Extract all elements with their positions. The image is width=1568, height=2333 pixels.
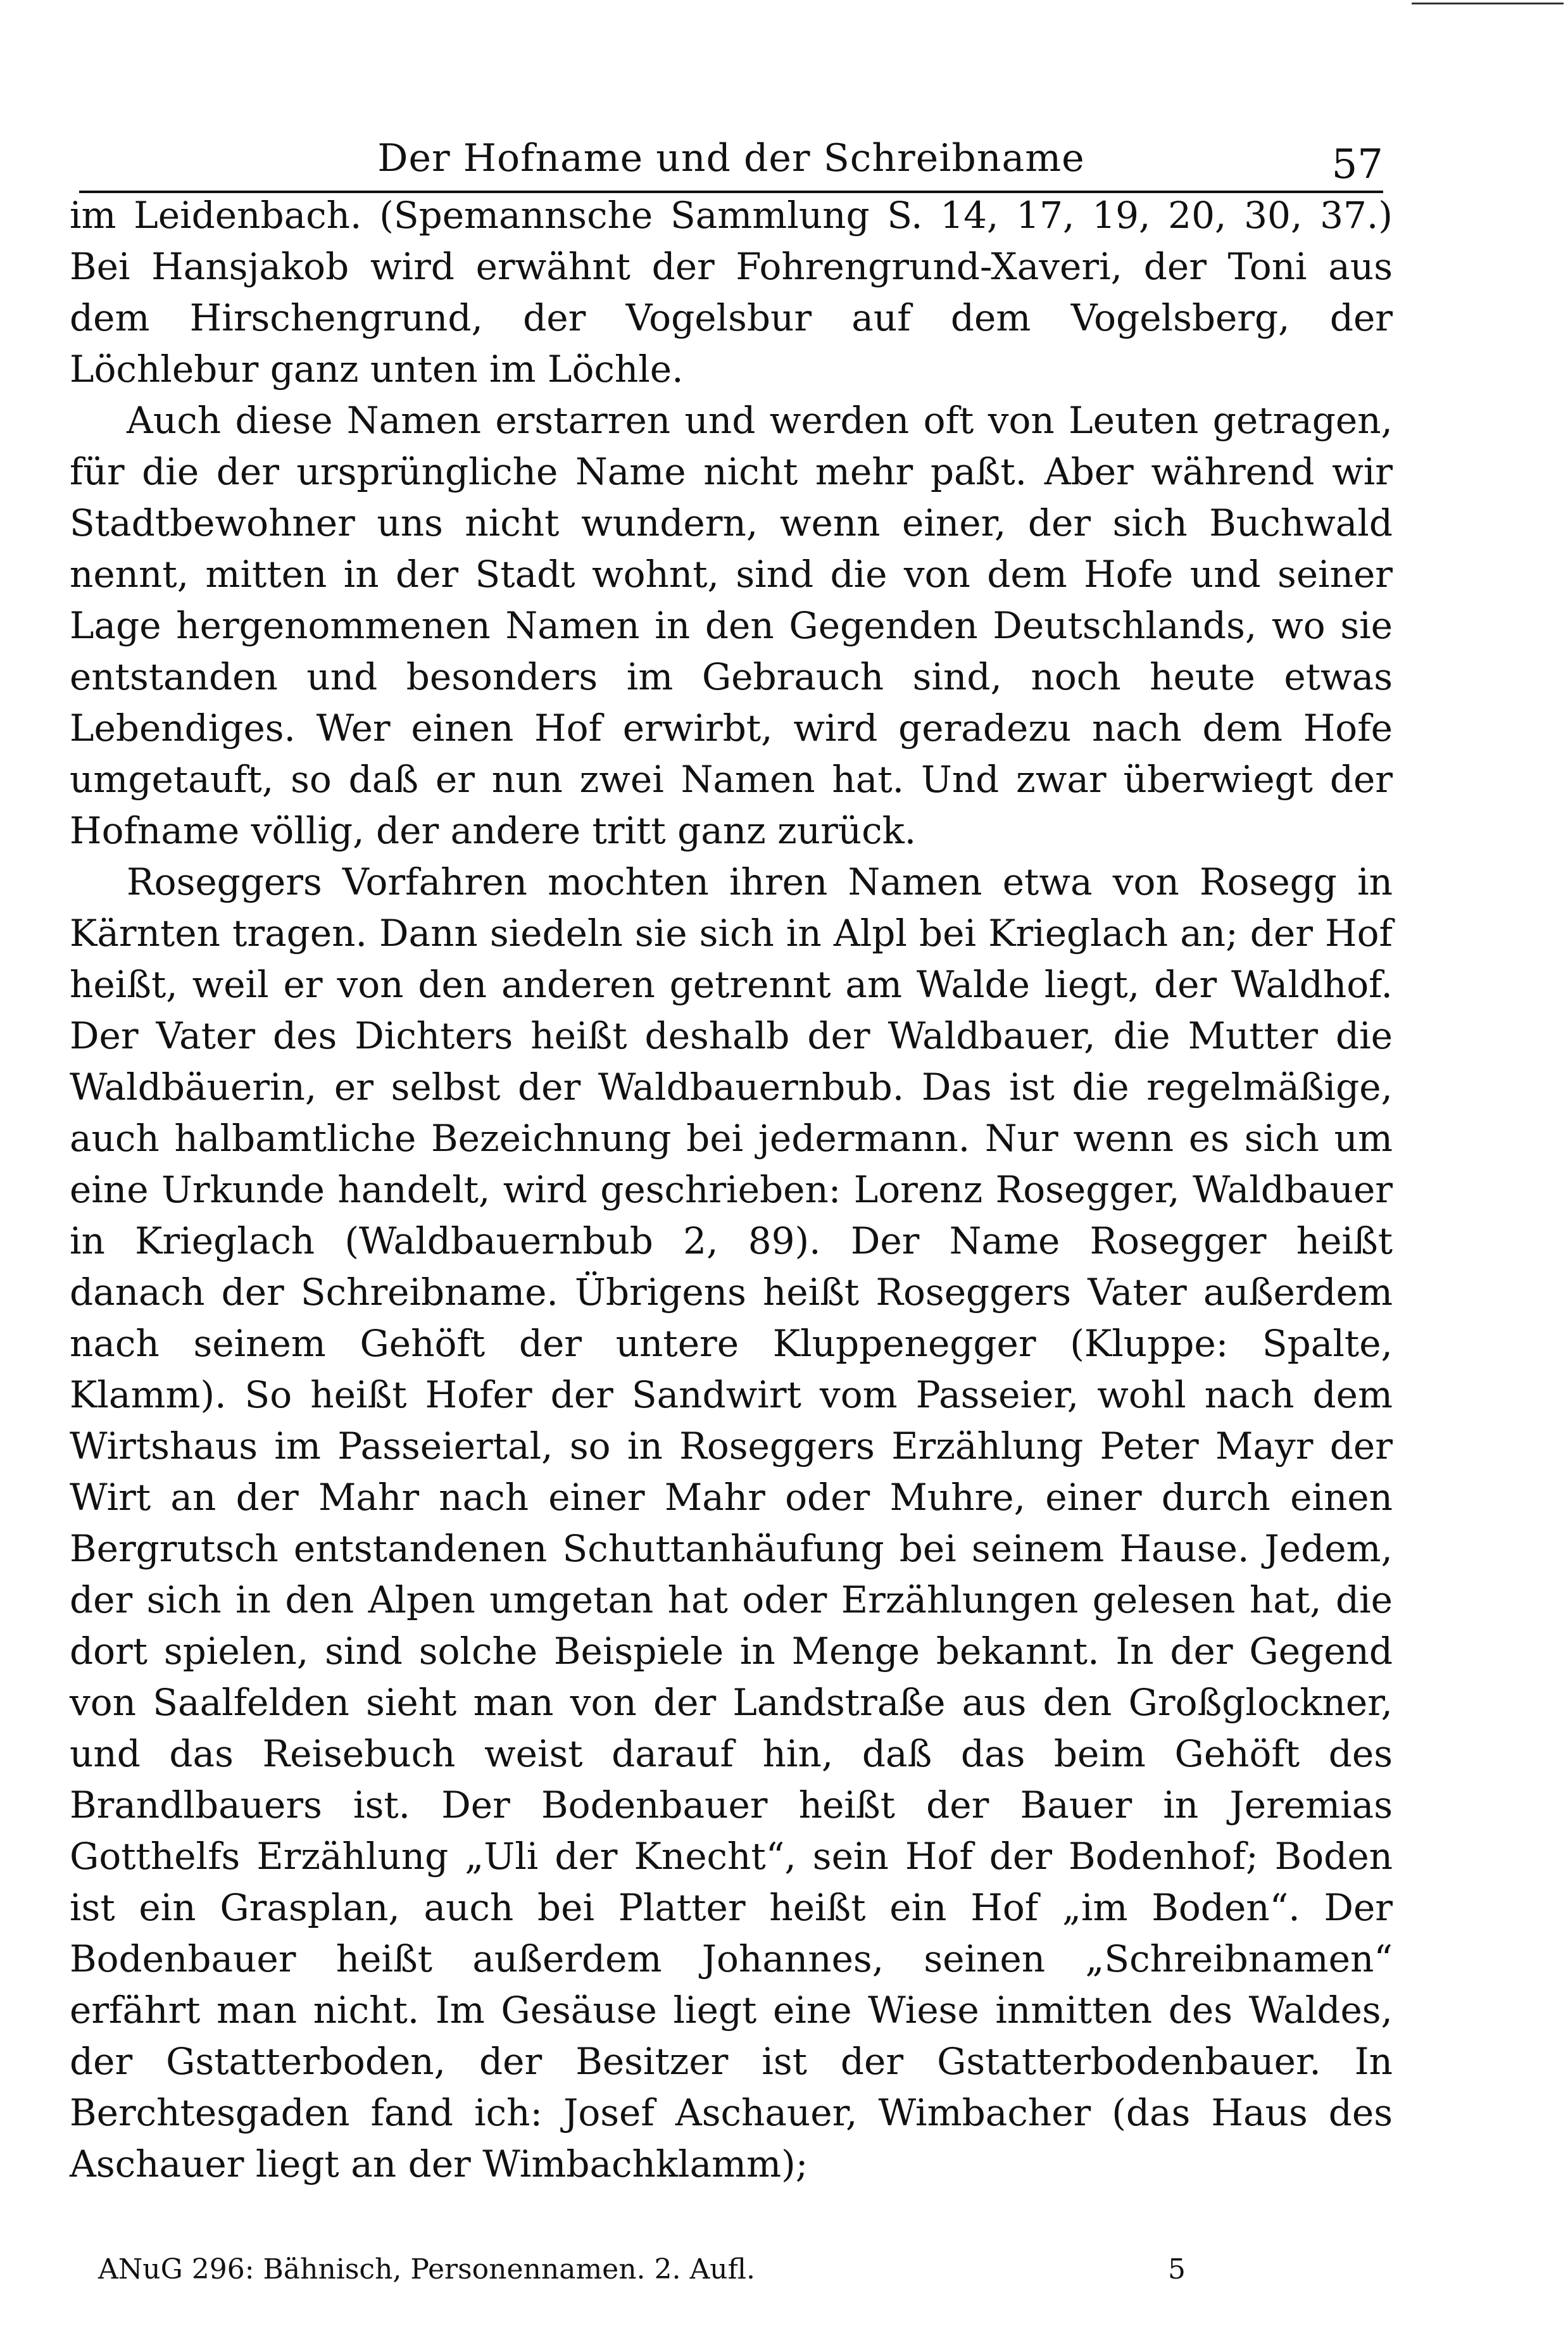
page-number: 57 bbox=[1331, 141, 1383, 188]
body-text bbox=[70, 190, 1393, 2190]
page-header bbox=[79, 130, 1383, 193]
signature-mark: 5 bbox=[1168, 2253, 1186, 2286]
paragraph-continuation: im Leidenbach. (Spemannsche Sammlung S. 14, 17, 19, 20, 30, 37.) Bei Hansjakob wird erwähnt der Fohrengrund-Xaveri, der Toni aus dem Hirschengrund, der Vogelsbur auf dem Vogelsberg, der Löchlebur ganz unten im Löchle. bbox=[70, 194, 1393, 391]
running-head: Der Hofname und der Schreibname bbox=[377, 136, 1085, 180]
top-edge-rule bbox=[1412, 3, 1564, 4]
paragraph-rosegger: Roseggers Vorfahren mochten ihren Namen etwa von Rosegg in Kärnten tragen. Dann siedeln sie sich in Alpl bei Krieglach an; der Hof heißt, weil er von den anderen getrennt am Walde liegt, der Waldhof. Der Vater des Dichters heißt deshalb der Waldbauer, die Mutter die Waldbäuerin, er selbst der Waldbauernbub. Das ist die regelmäßige, auch halbamtliche Bezeichnung bei jedermann. Nur wenn es sich um eine Urkunde handelt, wird geschrieben: Lorenz Rosegger, Waldbauer in Krieglach (Waldbauernbub 2, 89). Der Name Rosegger heißt danach der Schreibname. Übrigens heißt Roseggers Vater außerdem nach seinem Gehöft der untere Kluppenegger (Kluppe: Spalte, Klamm). So heißt Hofer der Sandwirt vom Passeier, wohl nach dem Wirtshaus im Passeiertal, so in Roseggers Erzählung Peter Mayr der Wirt an der Mahr nach einer Mahr oder Muhre, einer durch einen Bergrutsch entstandenen Schuttanhäufung bei seinem Hause. Jedem, der sich in den Alpen umgetan hat oder Erzählungen gelesen hat, die dort spielen, sind solche Beispiele in Menge bekannt. In der Gegend von Saalfelden sieht man von der Landstraße aus den Großglockner, und das Reisebuch weist darauf hin, daß das beim Gehöft des Brandlbauers ist. Der Bodenbauer heißt der Bauer in Jeremias Gotthelfs Erzählung „Uli der Knecht“, sein Hof der Bodenhof; Boden ist ein Grasplan, auch bei Platter heißt ein Hof „im Boden“. Der Bodenbauer heißt außerdem Johannes, seinen „Schreibnamen“ erfährt man nicht. Im Gesäuse liegt eine Wiese inmitten des Waldes, der Gstatterboden, der Besitzer ist der Gstatterbodenbauer. In Berchtesgaden fand ich: Josef Aschauer, Wimbacher (das Haus des Aschauer liegt an der Wimbachklamm); bbox=[70, 860, 1393, 2185]
page-footer bbox=[79, 2244, 1383, 2295]
footer-reference: ANuG 296: Bähnisch, Personennamen. 2. Aufl. bbox=[98, 2253, 755, 2286]
paragraph-hofname-erstarren: Auch diese Namen erstarren und werden oft von Leuten getragen, für die der ursprüngliche Name nicht mehr paßt. Aber während wir Stadtbewohner uns nicht wundern, wenn einer, der sich Buchwald nennt, mitten in der Stadt wohnt, sind die von dem Hofe und seiner Lage hergenommenen Namen in den Gegenden Deutschlands, wo sie entstanden und besonders im Gebrauch sind, noch heute etwas Lebendiges. Wer einen Hof erwirbt, wird geradezu nach dem Hofe umgetauft, so daß er nun zwei Namen hat. Und zwar überwiegt der Hofname völlig, der andere tritt ganz zurück. bbox=[70, 399, 1393, 852]
